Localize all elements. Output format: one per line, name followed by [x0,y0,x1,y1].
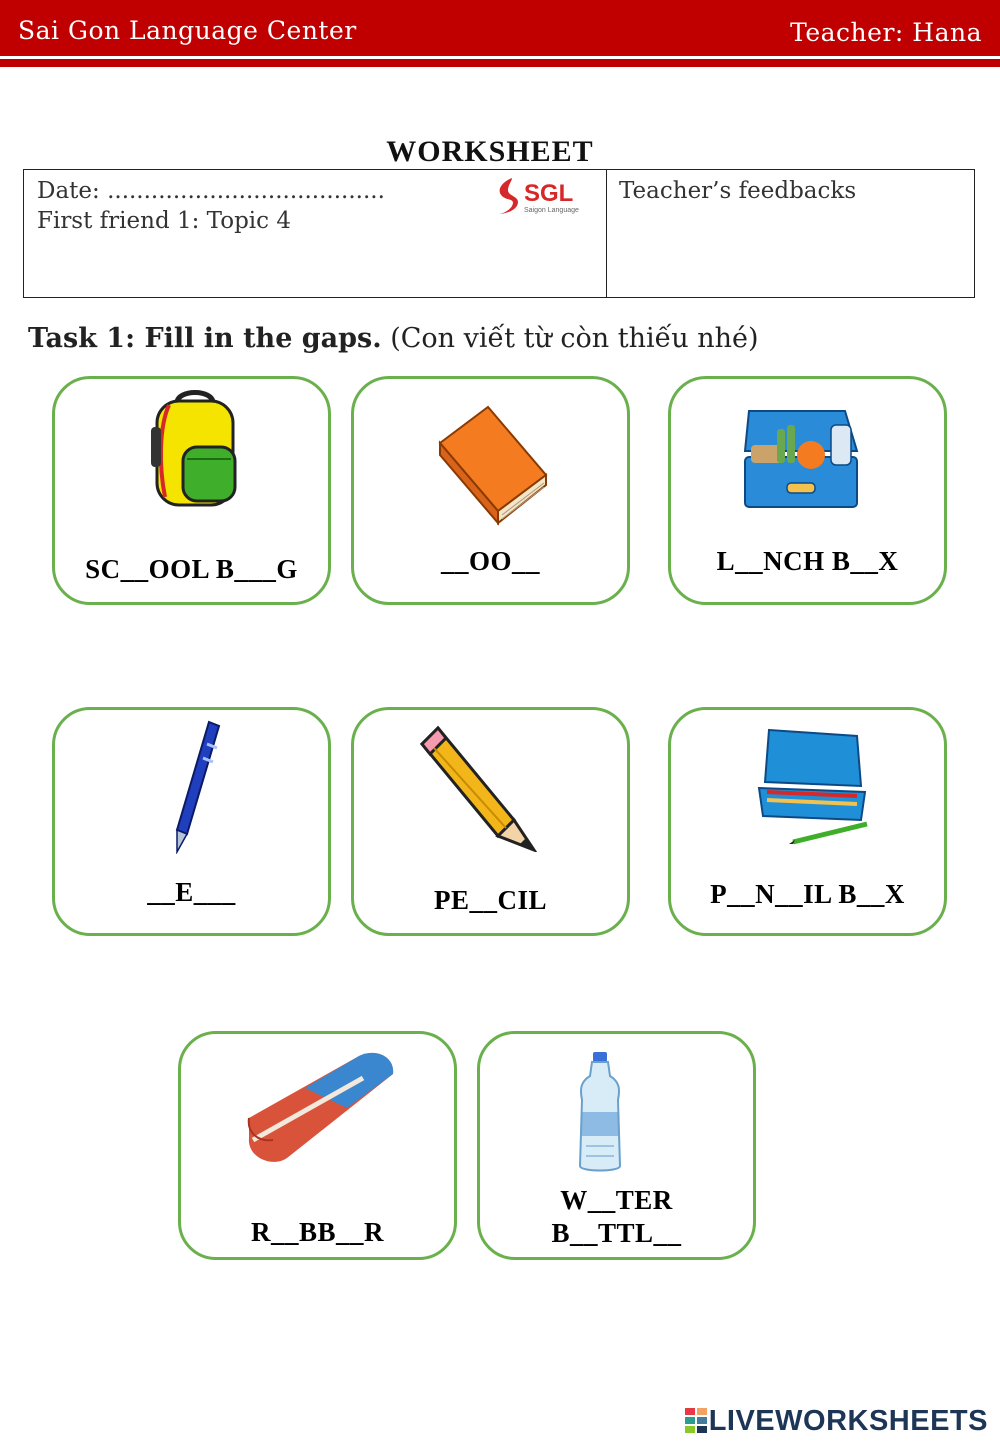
center-name: Sai Gon Language Center [18,16,357,45]
word-blank-text[interactable]: R__BB__R [250,1217,384,1247]
lesson-label: First friend 1: Topic 4 [37,208,291,234]
word-blank-text[interactable]: SC__OOL B___G [85,554,298,584]
school-bag-icon [147,387,243,511]
word-blank-text[interactable]: P__N__IL B__X [710,879,905,909]
word-card-school-bag [52,376,331,605]
word-card-rubber [178,1031,457,1260]
pen-icon [167,718,223,854]
word-blank-text[interactable]: __E___ [147,877,236,907]
lunch-box-icon [741,407,863,511]
sgl-logo [494,174,594,218]
info-table [23,169,975,298]
pencil-icon [418,724,538,852]
feedback-label: Teacher’s feedbacks [619,178,857,204]
word-card-water-bottle [477,1031,756,1260]
task-title-bold: Task 1: Fill in the gaps. [28,323,382,354]
word-blank-text[interactable]: PE__CIL [433,885,548,915]
worksheet-title: WORKSHEET [386,135,594,168]
word-card-lunch-box [668,376,947,605]
rubber-icon [243,1048,399,1168]
word-card-pencil-box [668,707,947,936]
date-field[interactable]: Date: ...................................... [37,178,385,204]
footer-brand: LIVEWORKSHEETS [708,1404,988,1437]
word-blank-text[interactable]: __OO__ [440,546,540,576]
pencil-box-icon [753,726,873,848]
teacher-name: Teacher: Hana [790,18,982,47]
header-bar [0,0,1000,56]
logo-subtext: Saigon Language [524,207,579,214]
liveworksheets-mark-icon [685,1408,709,1434]
word-card-pen [52,707,331,936]
logo-text: SGL [524,180,574,207]
task-title-note: (Con viết từ còn thiếu nhé) [390,323,759,354]
book-icon [436,403,550,527]
word-blank-text[interactable]: L__NCH B__X [716,546,899,576]
word-card-pencil [351,707,630,936]
liveworksheets-logo [685,1404,988,1438]
water-bottle-icon [576,1050,624,1174]
header-divider [0,59,1000,67]
task-title [28,323,759,354]
info-left-cell [24,170,607,297]
word-card-book [351,376,630,605]
word-blank-text[interactable]: W__TER B__TTL__ [551,1185,682,1248]
